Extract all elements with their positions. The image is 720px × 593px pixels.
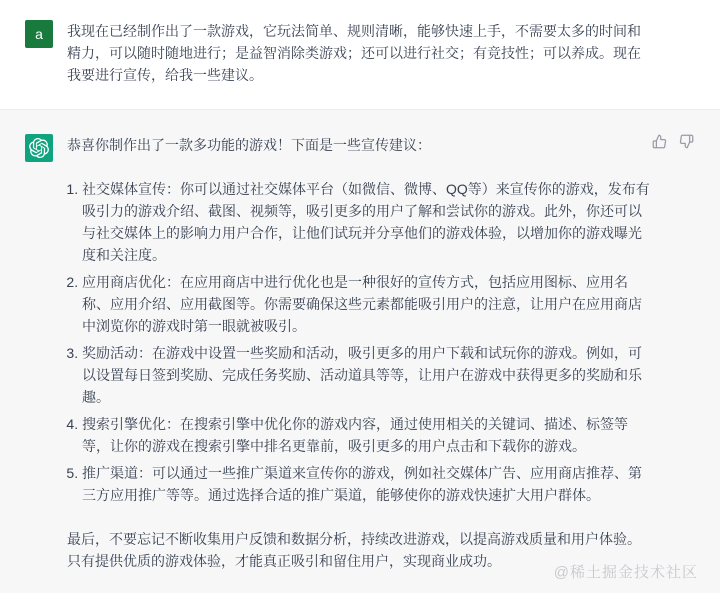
suggestion-list	[67, 178, 653, 506]
thumbs-down-icon	[679, 137, 694, 152]
thumbs-up-icon	[652, 137, 667, 152]
list-item: 2. 应用商店优化：在应用商店中进行优化也是一种很好的宣传方式，包括应用图标、应用名称、应用介绍、应用截图等。你需要确保这些元素都能吸引用户的注意，让用户在应用商店中浏览你的游戏时第一眼就被吸引。	[82, 271, 653, 337]
list-item: 1. 社交媒体宣传：你可以通过社交媒体平台（如微信、微博、QQ等）来宣传你的游戏，发布有吸引力的游戏介绍、截图、视频等，吸引更多的用户了解和尝试你的游戏。此外，你还可以与社交媒体上的影响力用户合作，让他们试玩并分享他们的游戏体验，以增加你的游戏曝光度和关注度。	[82, 178, 653, 266]
list-item: 5. 推广渠道：可以通过一些推广渠道来宣传你的游戏，例如社交媒体广告、应用商店推荐、第三方应用推广等等。通过选择合适的推广渠道，能够使你的游戏快速扩大用户群体。	[82, 462, 653, 506]
thumbs-up-button[interactable]	[652, 134, 667, 149]
user-message-text: 我现在已经制作出了一款游戏，它玩法简单、规则清晰，能够快速上手，不需要太多的时间和精力，可以随时随地进行；是益智消除类游戏；还可以进行社交；有竞技性；可以养成。现在我要进行宣传，给我一些建议。	[67, 23, 641, 83]
thumbs-down-button[interactable]	[679, 134, 694, 149]
watermark: @稀土掘金技术社区	[553, 564, 698, 581]
feedback-actions	[652, 134, 694, 149]
list-item: 3. 奖励活动：在游戏中设置一些奖励和活动，吸引更多的用户下载和试玩你的游戏。例如，可以设置每日签到奖励、完成任务奖励、活动道具等等，让用户在游戏中获得更多的奖励和乐趣。	[82, 342, 653, 408]
assistant-intro: 恭喜你制作出了一款多功能的游戏！下面是一些宣传建议：	[67, 137, 431, 153]
list-item: 4. 搜索引擎优化：在搜索引擎中优化你的游戏内容，通过使用相关的关键词、描述、标签等等，让你的游戏在搜索引擎中排名更靠前，吸引更多的用户点击和下载你的游戏。	[82, 413, 653, 457]
chatgpt-avatar	[25, 134, 53, 162]
user-message-row	[0, 0, 720, 110]
assistant-message-content	[67, 134, 653, 572]
assistant-outro: 最后，不要忘记不断收集用户反馈和数据分析，持续改进游戏，以提高游戏质量和用户体验。只有提供优质的游戏体验，才能真正吸引和留住用户，实现商业成功。	[67, 531, 641, 569]
assistant-message-row	[0, 110, 720, 593]
openai-logo-icon	[29, 138, 49, 158]
user-avatar: a	[25, 20, 53, 48]
